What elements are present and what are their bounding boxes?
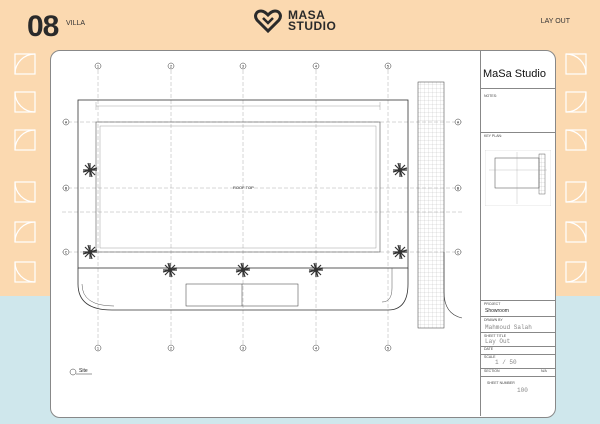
logo-text	[288, 10, 336, 32]
grid-column-label: 5	[387, 64, 389, 69]
grid-row-label: B	[456, 186, 460, 191]
right-pattern	[564, 50, 588, 300]
scale-label: SCALE	[484, 355, 496, 359]
grid-column-label: 4	[315, 64, 317, 69]
section-marker-label: Site	[79, 368, 88, 374]
roof-top-label: ROOF TOP	[233, 185, 254, 190]
key-plan-label: KEY PLAN:	[484, 134, 503, 138]
scale-value: 1 / 50	[495, 359, 517, 366]
grid-column-label: 2	[170, 346, 172, 351]
logo	[254, 9, 336, 33]
heart-logo-icon	[254, 9, 282, 33]
grid-column-label: 5	[387, 346, 389, 351]
sheet-title-label: SHEET TITLE	[484, 334, 507, 338]
section-label: SECTION	[484, 369, 500, 373]
sheet-title-value: Lay Out	[485, 338, 511, 345]
sheet-number-label: SHEET NUMBER	[487, 381, 515, 385]
page-number: 08	[27, 10, 59, 43]
notes-label: NOTES:	[484, 94, 498, 98]
grid-row-label: B	[64, 186, 68, 191]
grid-column-label: 1	[97, 64, 99, 69]
sheet-number-value: 100	[517, 387, 528, 394]
title-block	[480, 50, 555, 416]
project-value: Showroom	[485, 308, 509, 314]
floor-plan-drawing	[52, 52, 480, 414]
left-pattern	[13, 50, 37, 300]
studio-name: MaSa Studio	[483, 68, 546, 80]
logo-line-2: STUDIO	[288, 19, 337, 33]
drawn-by-label: DRAWN BY	[484, 318, 503, 322]
grid-row-label: C	[456, 250, 460, 255]
grid-column-label: 1	[97, 346, 99, 351]
na-label: N/A	[541, 369, 547, 373]
project-label: PROJECT	[484, 302, 501, 306]
grid-column-label: 3	[242, 64, 244, 69]
grid-column-label: 3	[242, 346, 244, 351]
grid-column-label: 4	[315, 346, 317, 351]
grid-row-label: A	[456, 120, 460, 125]
logo-line-1: MASA	[288, 8, 326, 22]
key-plan-thumbnail	[485, 150, 551, 206]
grid-row-label: C	[64, 250, 68, 255]
grid-column-label: 2	[170, 64, 172, 69]
page-section-label: LAY OUT	[540, 18, 570, 25]
page-subtitle: VILLA	[66, 20, 86, 27]
date-label: DATE	[484, 347, 494, 351]
drawn-by-value: Mahmoud Salah	[485, 324, 532, 331]
grid-row-label: A	[64, 120, 68, 125]
